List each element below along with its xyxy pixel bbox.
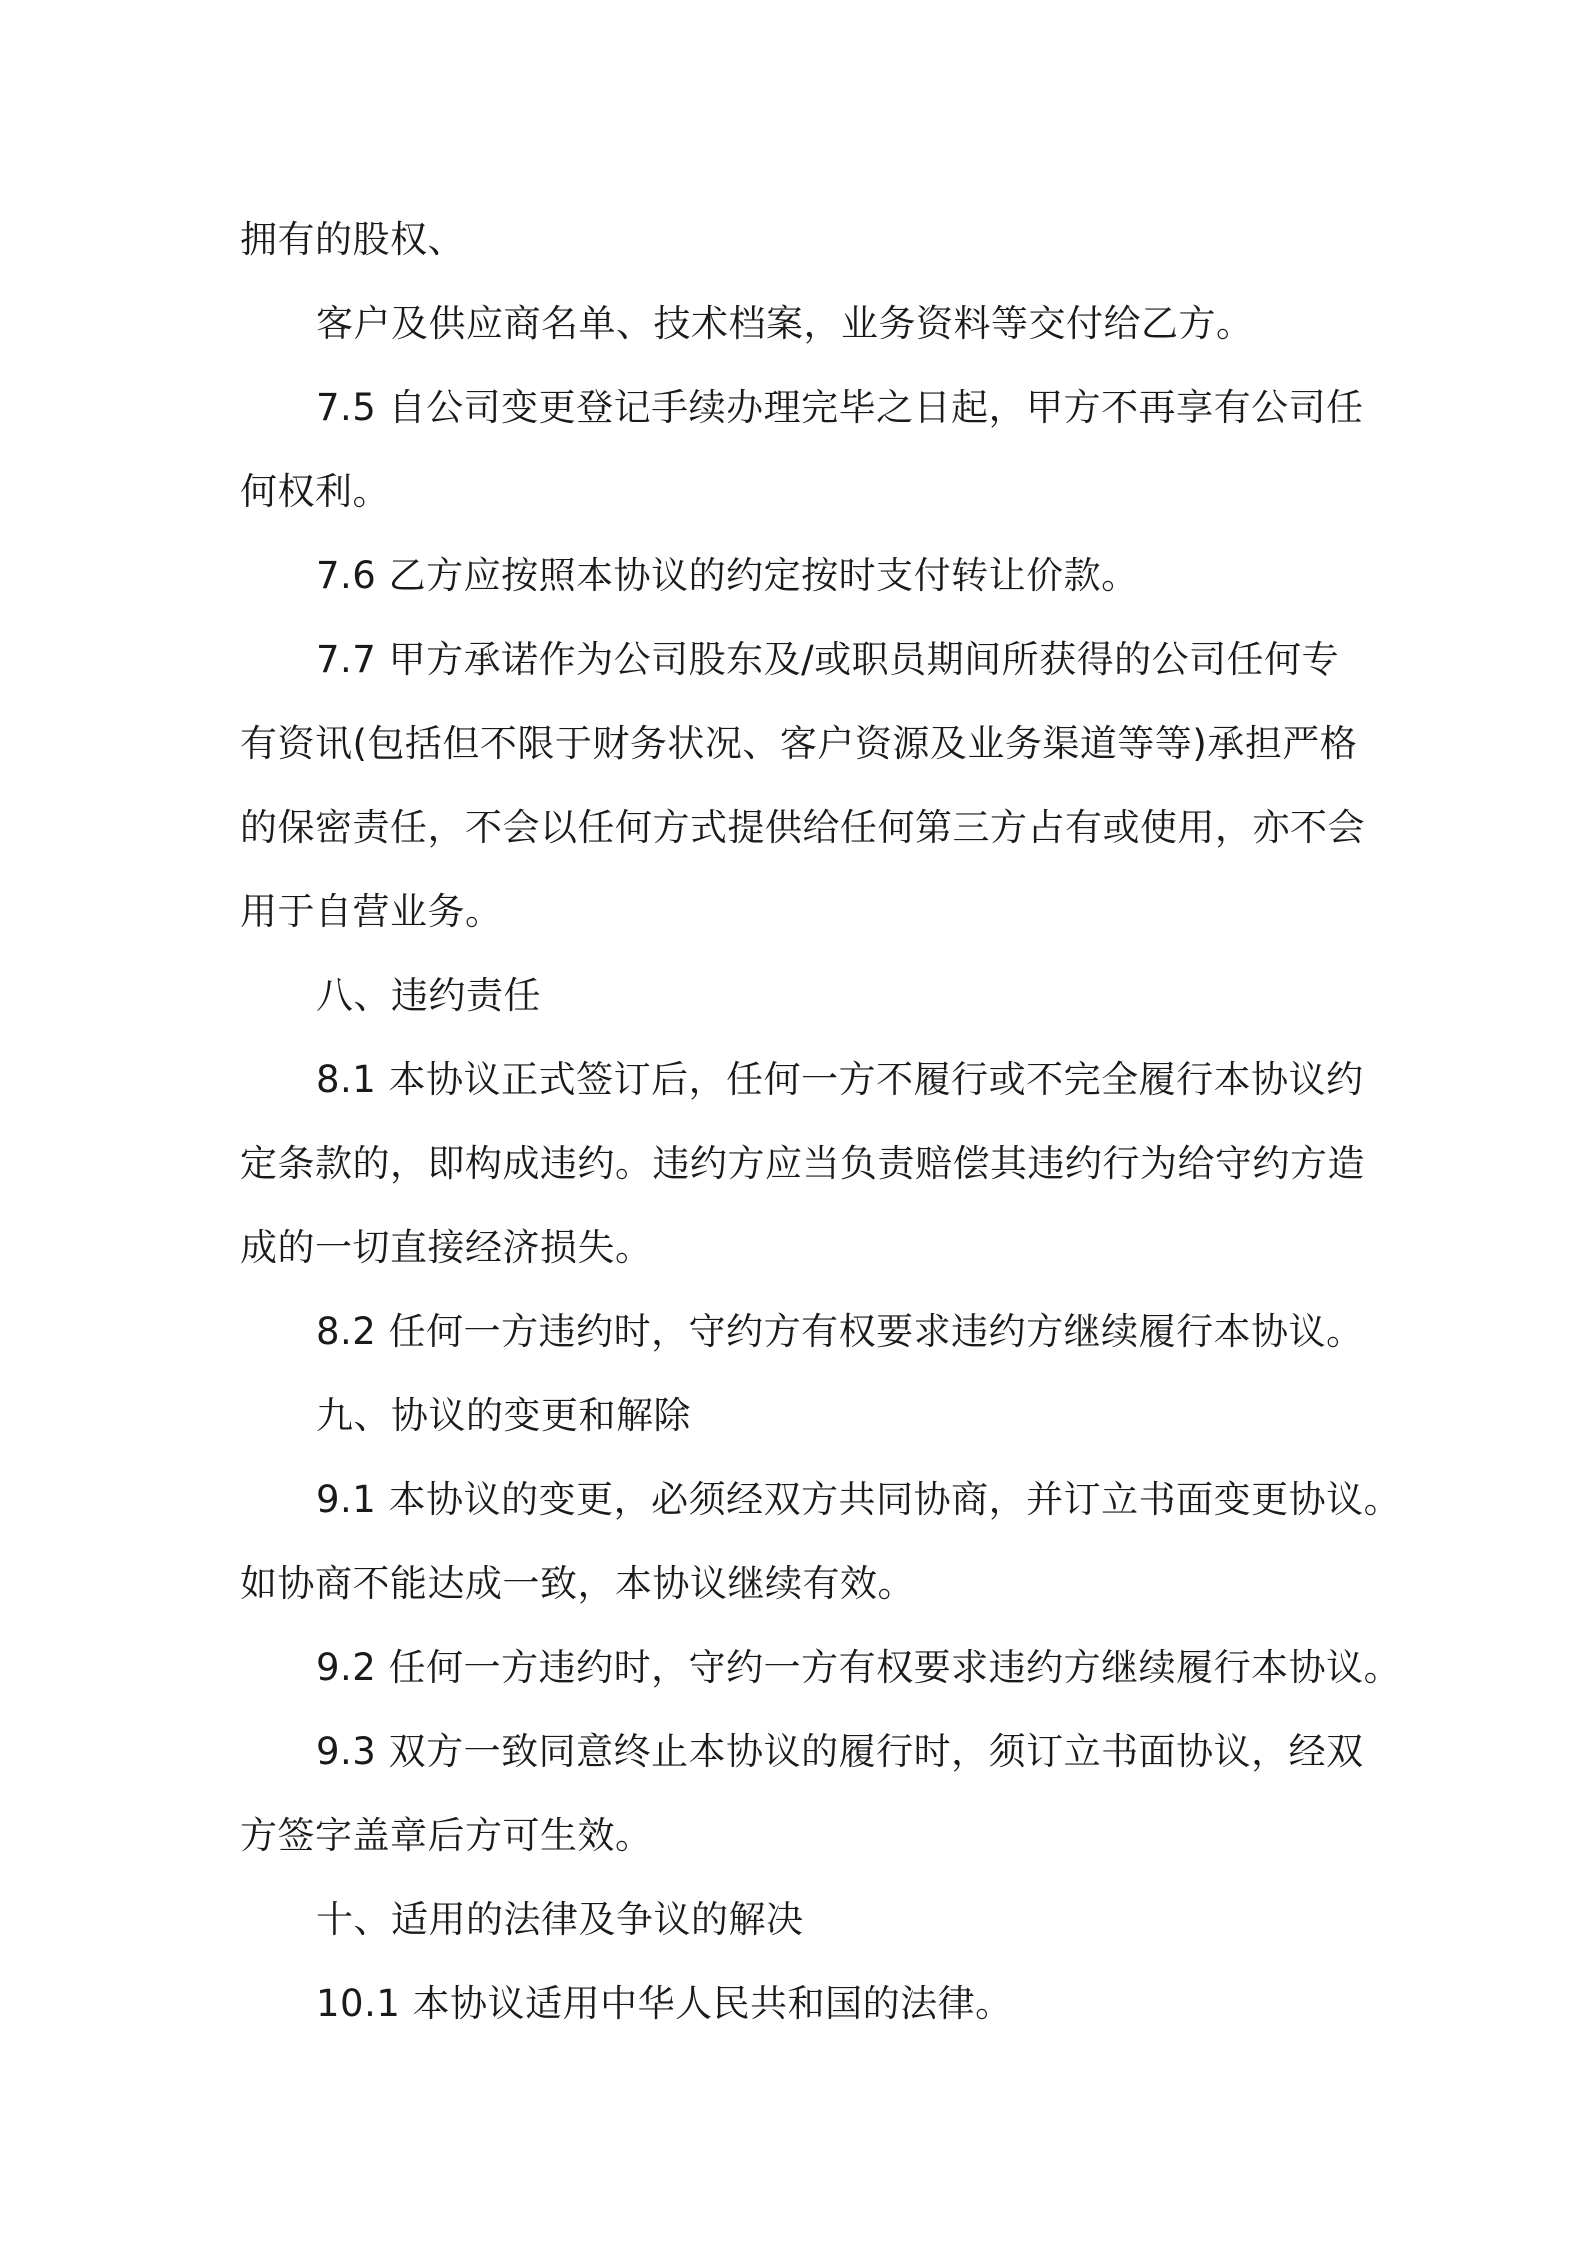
clause-9-1: 9.1 本协议的变更，必须经双方共同协商，并订立书面变更协议。 — [316, 1478, 1402, 1521]
text-line: 的保密责任，不会以任何方式提供给任何第三方占有或使用，亦不会 — [240, 806, 1365, 849]
section-heading-9: 九、协议的变更和解除 — [316, 1394, 691, 1437]
text-line: 成的一切直接经济损失。 — [240, 1226, 653, 1269]
text-line: 何权利。 — [240, 470, 390, 513]
text-line: 方签字盖章后方可生效。 — [240, 1814, 653, 1857]
clause-7-5: 7.5 自公司变更登记手续办理完毕之日起，甲方不再享有公司任 — [316, 386, 1364, 429]
clause-8-1: 8.1 本协议正式签订后，任何一方不履行或不完全履行本协议约 — [316, 1058, 1364, 1101]
section-heading-10: 十、适用的法律及争议的解决 — [316, 1898, 804, 1941]
clause-7-6: 7.6 乙方应按照本协议的约定按时支付转让价款。 — [316, 554, 1139, 597]
text-line: 客户及供应商名单、技术档案，业务资料等交付给乙方。 — [316, 302, 1254, 345]
section-heading-8: 八、违约责任 — [316, 974, 541, 1017]
text-line: 定条款的，即构成违约。违约方应当负责赔偿其违约行为给守约方造 — [240, 1142, 1365, 1185]
clause-7-7: 7.7 甲方承诺作为公司股东及/或职员期间所获得的公司任何专 — [316, 638, 1340, 681]
clause-8-2: 8.2 任何一方违约时，守约方有权要求违约方继续履行本协议。 — [316, 1310, 1364, 1353]
clause-9-3: 9.3 双方一致同意终止本协议的履行时，须订立书面协议，经双 — [316, 1730, 1364, 1773]
text-line: 如协商不能达成一致，本协议继续有效。 — [240, 1562, 915, 1605]
text-line: 有资讯(包括但不限于财务状况、客户资源及业务渠道等等)承担严格 — [240, 722, 1358, 765]
text-line: 拥有的股权、 — [240, 218, 465, 261]
clause-10-1: 10.1 本协议适用中华人民共和国的法律。 — [316, 1982, 1013, 2025]
text-line: 用于自营业务。 — [240, 890, 503, 933]
document-body — [240, 198, 1402, 2046]
clause-9-2: 9.2 任何一方违约时，守约一方有权要求违约方继续履行本协议。 — [316, 1646, 1402, 1689]
